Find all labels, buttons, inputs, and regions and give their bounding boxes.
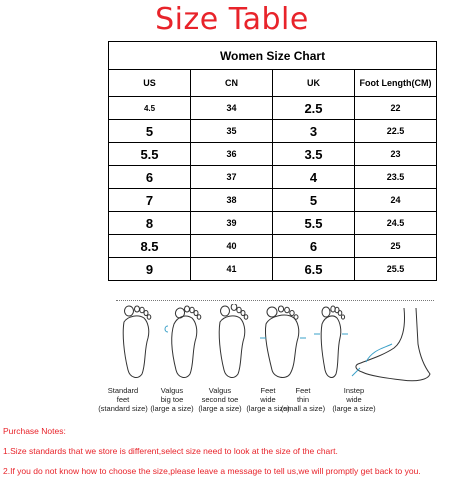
page-title: Size Table [155,2,309,37]
table-row [109,143,437,166]
table-cell: 35 [191,120,273,143]
instep-wide-foot-icon [352,308,430,381]
women-size-chart-table [108,41,437,281]
table-cell: 8 [109,212,191,235]
table-row [109,235,437,258]
table-row [109,120,437,143]
table-cell: 22 [355,97,437,120]
table-cell: 23 [355,143,437,166]
table-cell: 3.5 [273,143,355,166]
foot-label-valgus-big-toe: Valgus big toe (large a size) [150,386,194,413]
table-row [109,212,437,235]
purchase-note-1: 1.Size standards that we store is different,select size need to look at the size of the chart. [3,446,338,456]
foot-label-valgus-second-toe: Valgus second toe (large a size) [198,386,242,413]
table-cell: 37 [191,166,273,189]
valgus-second-toe-foot-icon [219,304,248,377]
table-title: Women Size Chart [109,42,437,70]
valgus-big-toe-foot-icon [165,306,201,377]
table-cell: 36 [191,143,273,166]
table-row [109,258,437,281]
table-cell: 5 [273,189,355,212]
table-cell: 25.5 [355,258,437,281]
column-header-foot-length: Foot Length(CM) [355,70,437,97]
table-cell: 5.5 [109,143,191,166]
table-cell: 24.5 [355,212,437,235]
purchase-notes-title: Purchase Notes: [3,426,66,436]
foot-label-feet-wide: Feet wide (large a size) [246,386,290,413]
standard-foot-icon [123,306,151,377]
table-cell: 4 [273,166,355,189]
table-cell: 8.5 [109,235,191,258]
table-cell: 9 [109,258,191,281]
table-header-row [109,70,437,97]
column-header-us: US [109,70,191,97]
wide-foot-icon [260,306,306,377]
table-cell: 7 [109,189,191,212]
foot-label-instep-wide: Instep wide (large a size) [332,386,376,413]
thin-foot-icon [314,306,348,377]
table-cell: 5.5 [273,212,355,235]
table-cell: 6 [109,166,191,189]
column-header-uk: UK [273,70,355,97]
table-row [109,97,437,120]
table-cell: 39 [191,212,273,235]
table-cell: 6 [273,235,355,258]
foot-types-illustration [110,304,440,384]
purchase-note-2: 2.If you do not know how to choose the size,please leave a message to tell us,we will promptly get back to you. [3,466,421,476]
foot-label-feet-thin: Feet thin (small a size) [280,386,326,413]
table-cell: 3 [273,120,355,143]
table-cell: 22.5 [355,120,437,143]
table-cell: 4.5 [109,97,191,120]
table-cell: 25 [355,235,437,258]
table-row [109,166,437,189]
table-cell: 23.5 [355,166,437,189]
table-cell: 34 [191,97,273,120]
table-cell: 40 [191,235,273,258]
table-cell: 2.5 [273,97,355,120]
divider [116,300,434,301]
table-row [109,189,437,212]
table-cell: 5 [109,120,191,143]
table-cell: 38 [191,189,273,212]
table-cell: 41 [191,258,273,281]
table-cell: 24 [355,189,437,212]
table-cell: 6.5 [273,258,355,281]
foot-label-standard: Standard feet (standard size) [98,386,148,413]
column-header-cn: CN [191,70,273,97]
